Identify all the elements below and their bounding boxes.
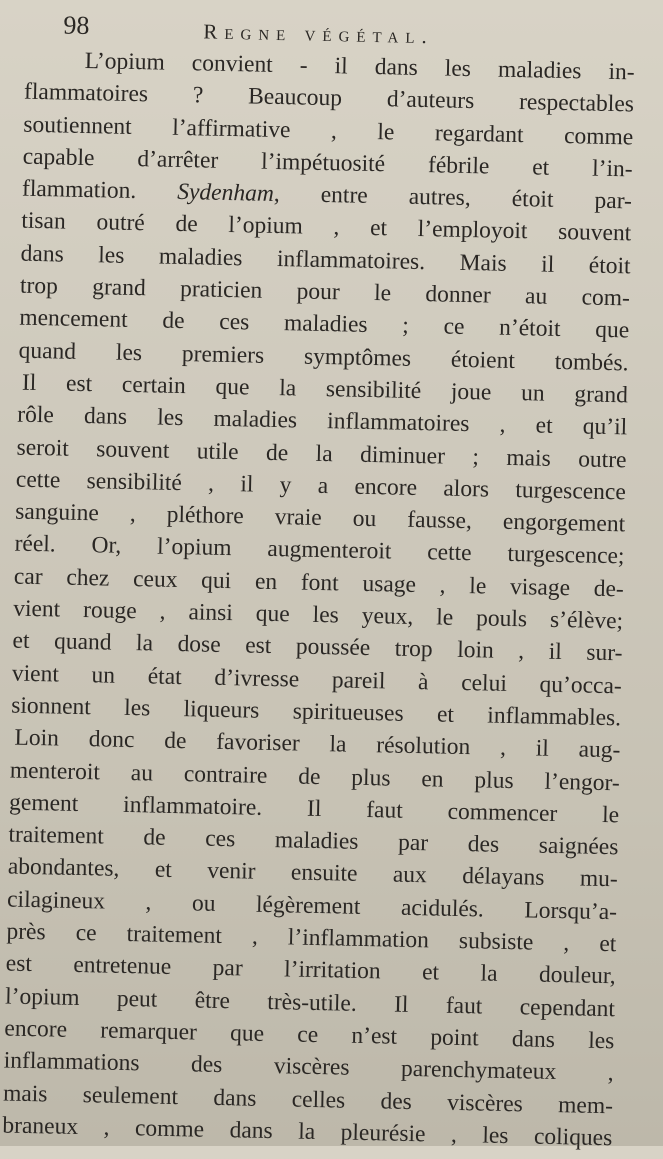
text-line: est entretenue par l’irritation et la douleur, (5, 950, 616, 990)
text-line: tisan outré de l’opium , et l’employoit souvent (21, 208, 632, 247)
text-line: trop grand praticien pour le donner au com- (19, 272, 631, 312)
text-line: sanguine , pléthore vraie ou fausse, engorgement (15, 498, 626, 538)
text-line: cilagineux , ou légèrement acidulés. Lorsqu’a- (6, 886, 618, 926)
text-line: mencement de ces maladies ; ce n’étoit que (19, 305, 630, 344)
text-line: et quand la dose est poussée trop loin , il sur- (12, 627, 623, 667)
text-line: sionnent les liqueurs spiritueuses et inflammables. (10, 692, 622, 732)
text-line: cette sensibilité , il y a encore alors turgescence (15, 466, 627, 506)
text-line: car chez ceux qui en font usage , le visage de- (13, 563, 625, 603)
text-line: L’opium convient - il dans les maladies in- (84, 47, 635, 86)
text-line: traitement de ces maladies par des saignées (8, 821, 619, 861)
text-line: Loin donc de favoriser la résolution , il aug- (14, 724, 621, 764)
text-line: vient rouge , ainsi que les yeux, le pouls s’élève; (12, 595, 624, 635)
text-line: encore remarquer que ce n’est point dans les (4, 1015, 615, 1055)
text-line: gement inflammatoire. Il faut commencer le (8, 789, 620, 829)
text-line: dans les maladies inflammatoires. Mais il étoit (20, 240, 631, 280)
text-line: vient un état d’ivresse pareil à celui qu’occa- (11, 660, 623, 699)
text-line: réel. Or, l’opium augmenteroit cette turgescence; (14, 531, 625, 570)
text-line: flammation. Sydenham, entre autres, étoit par- (21, 175, 633, 215)
text-line: l’opium peut être très-utile. Il faut cependant (4, 983, 616, 1022)
text-line: soutiennent l’affirmative , le regardant comme (23, 111, 634, 151)
text-line: mais seulement dans celles des viscères mem- (2, 1079, 614, 1119)
running-title: Regne végétal. (203, 19, 435, 49)
text-line: abondantes, et venir ensuite aux délayans mu- (7, 853, 618, 893)
text-line: rôle dans les maladies inflammatoires , et qu’il (17, 401, 628, 441)
page-number: 98 (63, 10, 90, 41)
italic-name: Sydenham (177, 179, 275, 208)
text-line: braneux , comme dans la pleurésie , les coliques (2, 1112, 613, 1152)
text-line: seroit souvent utile de la diminuer ; mais outre (16, 434, 627, 473)
text-line: menteroit au contraire de plus en plus l’engor- (9, 757, 621, 796)
text-line: capable d’arrêter l’impétuosité fébrile et l’in- (22, 143, 633, 183)
text-line: inflammations des viscères parenchymateux , (3, 1047, 614, 1087)
body-text (2, 44, 635, 1155)
text-line: quand les premiers symptômes étoient tombés. (18, 337, 629, 377)
text-line: flammatoires ? Beaucoup d’auteurs respectables (23, 78, 635, 118)
text-line: près ce traitement , l’inflammation subsiste , et (6, 918, 617, 958)
text-line: Il est certain que la sensibilité joue un grand (21, 369, 629, 409)
